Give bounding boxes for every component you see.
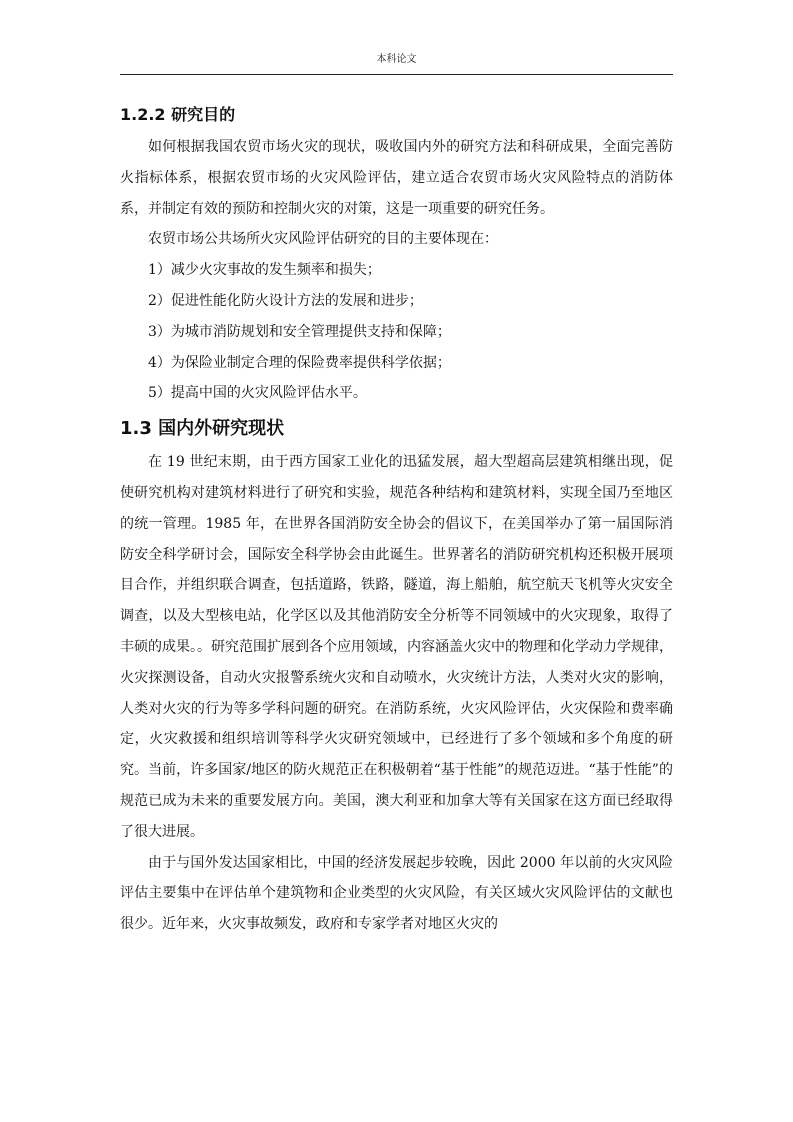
section-heading-1-3: 1.3 国内外研究现状 [120, 418, 285, 440]
list-item: 4）为保险业制定合理的保险费率提供科学依据； [148, 354, 451, 371]
paragraph-domestic-research: 由于与国外发达国家相比，中国的经济发展起步较晚，因此 2000 年以前的火灾风险评估主要集中在评估单个建筑物和企业类型的火灾风险，有关区域火灾风险评估的文献也很少。近年来，火灾事故频发，政府和专家学者对地区火灾的 [120, 854, 673, 933]
paragraph-international-research: 在 19 世纪末期，由于西方国家工业化的迅猛发展，超大型超高层建筑相继出现，促使研究机构对建筑材料进行了研究和实验，规范各种结构和建筑材料，实现全国乃至地区的统一管理。1985 年，在世界各国消防安全协会的倡议下，在美国举办了第一届国际消防安全科学研讨会，国际安全科学协会由此诞生。世界著名的消防研究机构还积极开展项目合作，并组织联合调查，包括道路，铁路，隧道，海上船舶，航空航天飞机等火灾安全调查，以及大型核电站，化学区以及其他消防安全分析等不同领域中的火灾现象，取得了丰硕的成果。。研究范围扩展到各个应用领域，内容涵盖火灾中的物理和化学动力学规律，火灾探测设备，自动火灾报警系统火灾和自动喷水，火灾统计方法，人类对火灾的影响，人类对火灾的行为等多学科问题的研究。在消防系统，火灾风险评估，火灾保险和费率确定，火灾救援和组织培训等科学火灾研究领域中，已经进行了多个领域和多个角度的研究。当前，许多国家/地区的防火规范正在积极朝着“基于性能”的规范迈进。“基于性能”的规范已成为未来的重要发展方向。美国，澳大利亚和加拿大等有关国家在这方面已经取得了很大进展。 [120, 454, 673, 840]
list-item: 1）减少火灾事故的发生频率和损失； [148, 262, 381, 279]
paragraph-purpose-intro: 农贸市场公共场所火灾风险评估研究的目的主要体现在： [148, 231, 498, 248]
list-item: 3）为城市消防规划和安全管理提供支持和保障； [148, 323, 451, 340]
page-content [120, 100, 673, 940]
page-header [120, 52, 673, 75]
list-item: 2）促进性能化防火设计方法的发展和进步； [148, 292, 423, 309]
section-heading-1-2-2: 1.2.2 研究目的 [120, 105, 236, 124]
paragraph-research-task: 如何根据我国农贸市场火灾的现状，吸收国内外的研究方法和科研成果，全面完善防火指标体系，根据农贸市场的火灾风险评估，建立适合农贸市场火灾风险特点的消防体系，并制定有效的预防和控制火灾的对策，这是一项重要的研究任务。 [120, 139, 673, 217]
header-title: 本科论文 [376, 54, 417, 65]
list-item: 5）提高中国的火灾风险评估水平。 [148, 385, 367, 402]
